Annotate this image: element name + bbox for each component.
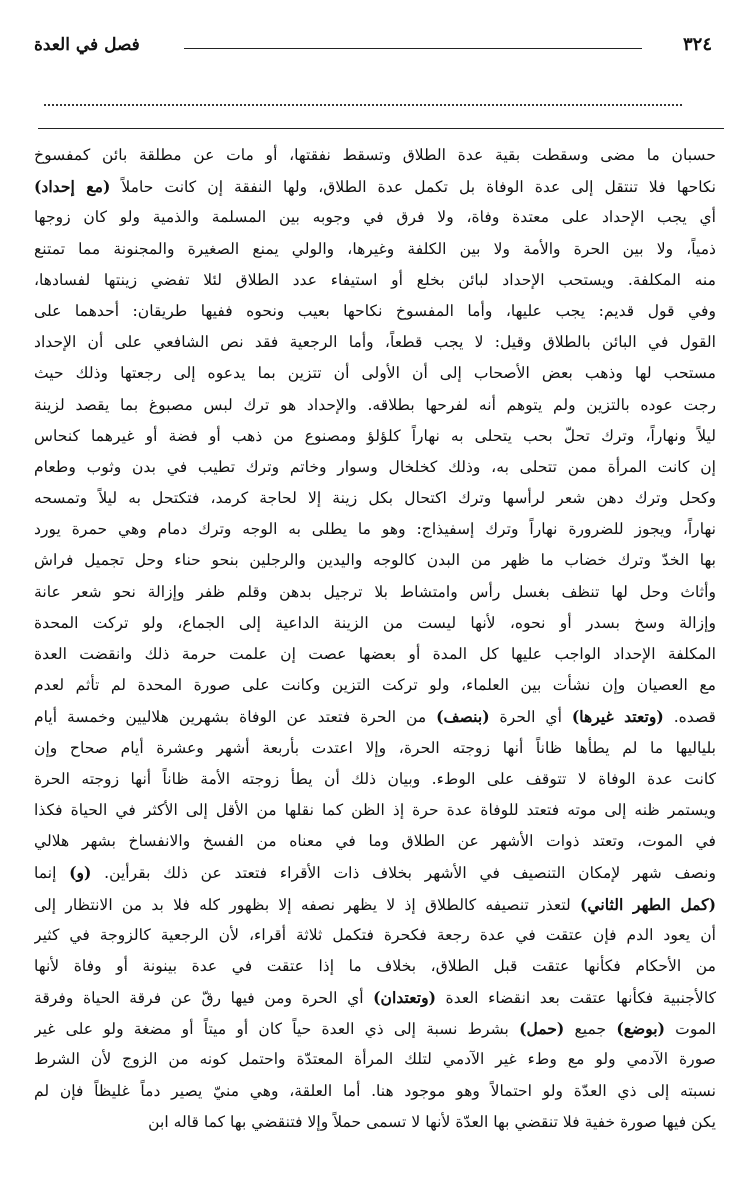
text-run: أي الحرة ومن فيها رقّ عن فرقة الحياة وفرقة <box>34 989 374 1008</box>
text-run: وفي قول قديم: يجب عليها، وأما المفسوخ نكاحها بعيب ونحوه ففيها طريقان: أحدهما على <box>34 301 716 320</box>
text-line <box>34 1044 716 1075</box>
text-run: نكاحها فلا تنتقل إلى عدة الوفاة بل تكمل عدة الطلاق، ولها النفقة إن كانت حاملاً <box>110 178 716 197</box>
text-run: إنما <box>34 864 70 883</box>
text-line <box>34 733 716 764</box>
text-separator-rule <box>38 128 724 129</box>
matn-term: (بنصف) <box>436 707 490 727</box>
text-run: ونصف شهر لإمكان التنصيف في الأشهر بخلاف ذات الأقراء فتعتد عن ذلك بقرأين. <box>91 864 716 883</box>
text-run: بلياليها ما لم يطأها ظاناً أنها زوجته الحرة، وإلا اعتدت بأربعة أشهر وعشرة أيام صحاح وإن <box>34 738 716 757</box>
text-line <box>34 358 716 389</box>
text-line <box>34 1107 716 1138</box>
text-run: ذمياً، ولا بين الحرة والأمة ولا بين الكلفة وغيرها، والولي يمنع الصغيرة والمجنونة مما تمتنع <box>34 239 716 258</box>
text-run: من الأحكام فكأنها عتقت قبل الطلاق، بخلاف ما إذا عتقت في عدة بينونة أو وفاة لأنها <box>34 956 716 975</box>
text-line <box>34 889 716 920</box>
text-run: ليلاً ونهاراً، وترك تحلّ بحب يتحلى به نهاراً كلؤلؤ ومصنوع من ذهب أو فضة أو غيرهما كنحاس <box>34 426 716 445</box>
text-line <box>34 982 716 1013</box>
text-line <box>34 701 716 732</box>
text-line <box>34 951 716 982</box>
text-run: صورة الآدمي ولو مع وطء غير الآدمي لتلك المرأة المعتدّة واحتمل كونه من الزوج لأن الشرط <box>34 1050 716 1069</box>
text-line <box>34 171 716 202</box>
text-run: بشرط نسبة إلى ذي العدة حياً كان أو ميتاً أو مضغة ولو على غير <box>34 1020 520 1039</box>
text-line <box>34 639 716 670</box>
text-line <box>34 795 716 826</box>
matn-term: (وتعتد غيرها) <box>571 707 664 727</box>
text-run: نسبته إلى ذي العدّة ولو احتمالاً وهو موجود هنا. أما العلقة، وهي منيّ يصير دماً غليظاً فإن لم <box>34 1081 716 1100</box>
text-run: كالأجنبية فكأنها عتقت بعد انقضاء العدة <box>436 989 716 1008</box>
text-run: وأثاث وحل لها تنظف بغسل رأس وامتشاط بلا ترجيل بدهن وقلم ظفر وإزالة نحو شعر عانة <box>34 582 716 601</box>
text-line <box>34 920 716 951</box>
text-run: نهاراً، ويجوز للضرورة نهاراً وترك إسفيذاج: وهو ما يطلى به الوجه وترك دمام وهي حمرة يورد <box>34 520 716 539</box>
text-run: إن كانت المرأة ممن تتحلى به، وذلك كخلخال وسوار وخاتم وترك تطيب في بدن وثوب وطعام <box>34 457 716 476</box>
matn-term: (و) <box>69 863 92 883</box>
text-line <box>34 265 716 296</box>
text-line <box>34 826 716 857</box>
text-run: من الحرة فتعتد عن الوفاة بشهرين هلاليين وخمسة أيام <box>34 708 437 727</box>
text-run: المكلفة الإحداد الواجب عليها كل المدة أو بعضها عصت إن علمت حرمة ذلك وانقضت العدة <box>34 645 716 663</box>
text-line <box>34 1013 716 1044</box>
matn-term: (حمل) <box>519 1019 565 1039</box>
text-run: بها الخدّ وترك خضاب ما ظهر من البدن كالوجه واليدين والرجلين بنحو حناء وحل تجميل فراش <box>34 551 716 570</box>
text-run: لتعذر تنصيفه كالطلاق إذ لا يظهر نصفه إلا بظهور كله فلا بد من الانتظار إلى <box>34 895 581 914</box>
matn-term: (كمل الطهر الثاني) <box>580 894 716 914</box>
text-line <box>34 577 716 608</box>
text-run: أي يجب الإحداد على معتدة وفاة، ولا فرق في وجوبه بين المسلمة والذمية ولو كان زوجها <box>34 208 716 227</box>
text-line <box>34 390 716 421</box>
text-line <box>34 514 716 545</box>
text-line <box>34 764 716 795</box>
text-run: وإزالة وسخ بسدر أو نحوه، لأنها ليست من الزينة الداعية إلى الجماع، ولو تركت المحدة <box>34 613 716 632</box>
text-run: في الموت، وتعتد ذوات الأشهر عن الطلاق وما في معناه من الفسخ والانفساخ بشهر هلالي <box>34 832 716 851</box>
matn-term: (وتعتدان) <box>373 988 436 1008</box>
text-line <box>34 140 716 171</box>
text-line <box>34 608 716 639</box>
text-run: ويستمر ظنه إلى موته فتعتد للوفاة عدة حرة إذ الظن كما نقلها من الأقل إلى الأكثر في الحياة فكذا <box>34 800 716 819</box>
text-line <box>34 234 716 265</box>
text-line <box>34 296 716 327</box>
header-rule <box>184 48 642 49</box>
text-line <box>34 483 716 514</box>
text-line <box>34 202 716 233</box>
text-line <box>34 452 716 483</box>
text-line <box>34 670 716 701</box>
text-run: الموت <box>665 1020 716 1039</box>
text-line <box>34 1076 716 1107</box>
text-run: أي الحرة <box>489 708 572 727</box>
text-line <box>34 421 716 452</box>
text-run: منه المكلفة. ويستحب الإحداد لبائن بخلع أو استيفاء عدد الطلاق لئلا تفضي زينتها لفسادها، <box>34 270 716 289</box>
text-run: جميع <box>564 1020 617 1039</box>
text-run: القول في البائن بالطلاق وقيل: لا يجب قطعاً، وأما الرجعية فقد نص الشافعي على أن الإحداد <box>34 333 716 352</box>
text-line <box>34 327 716 358</box>
text-line <box>34 545 716 576</box>
dotted-separator <box>44 104 682 106</box>
text-line <box>34 857 716 888</box>
matn-term: (مع إحداد) <box>34 177 111 197</box>
text-run: كانت عدة الوفاة لا تتوقف على الوطء. وبيان ذلك أن يطأ زوجته الأمة ظاناً أنها زوجته الحرة <box>34 769 716 788</box>
body-text <box>34 140 716 1138</box>
matn-term: (بوضع) <box>616 1019 666 1039</box>
text-run: وكحل وترك دهن شعر لرأسها وترك اكتحال بكل زينة إلا لحاجة كرمد، فتكتحل به ليلاً وتمسحه <box>34 489 716 508</box>
text-run: أن يعود الدم فإن عتقت في عدة رجعة فكحرة فتكمل ثلاثة أقراء، لأن الرجعية كالزوجة في كثير <box>34 925 716 944</box>
text-run: مع العصيان وإن نشأت بين العلماء، ولو تركت التزين وكانت على صورة المحدة لم تأثم لعدم <box>34 676 716 695</box>
text-run: رجت عوده بالتزين ولم يتوهم أنه لفرحها بطلاقه. والإحداد هو ترك لبس مصبوغ بما يقصد لزينة <box>34 395 716 414</box>
text-run: قصده. <box>663 708 716 727</box>
text-run: يكن فيها صورة خفية فلا تنقضي بها العدّة لأنها لا تسمى حملاً وإلا فتنقضي بها كما قاله ابن <box>148 1112 716 1131</box>
text-run: حسبان ما مضى وسقطت بقية عدة الطلاق وتسقط نفقتها، أو مات عن مطلقة بائن كمفسوخ <box>34 146 716 164</box>
text-run: مستحب لها وذهب بعض الأصحاب إلى أن الأولى أن تتزين بما يدعوه إلى رجعتها وذلك حيث <box>34 364 716 383</box>
chapter-title: فصل في العدة <box>34 35 140 55</box>
page-number: ٣٢٤ <box>682 34 712 55</box>
running-header <box>34 30 712 60</box>
